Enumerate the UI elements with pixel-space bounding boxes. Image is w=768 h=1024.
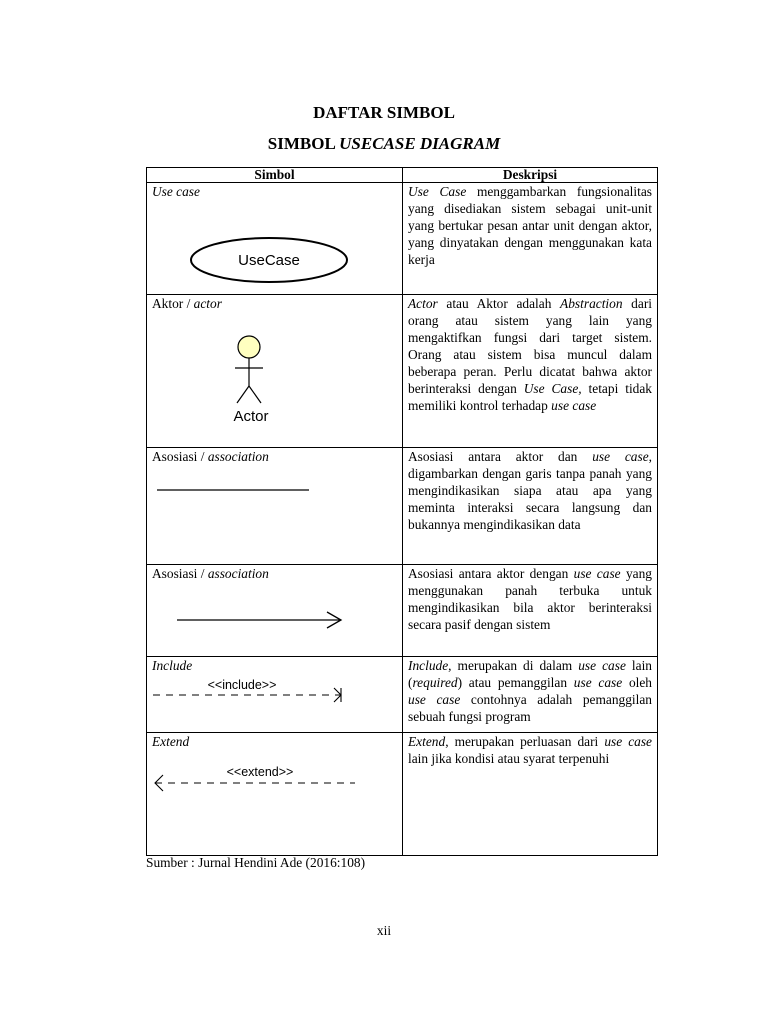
symbol-label: Extend — [152, 734, 190, 749]
symbol-cell — [147, 183, 403, 295]
description-text — [408, 658, 652, 724]
description-segment: Abstraction — [560, 296, 623, 311]
actor-stick-figure — [223, 331, 283, 427]
table-row — [147, 295, 658, 448]
extend-dashed-arrow-figure — [151, 763, 361, 795]
table-row — [147, 448, 658, 565]
header-deskripsi: Deskripsi — [403, 168, 658, 183]
page-title: DAFTAR SIMBOL — [313, 103, 455, 122]
description-segment: tetapi tidak memiliki kontrol terhadap — [408, 381, 652, 413]
description-segment: oleh — [622, 675, 652, 690]
usecase-ellipse-figure — [185, 233, 355, 287]
description-segment: use case — [573, 675, 623, 690]
description-text — [408, 734, 652, 766]
description-segment: , merupakan di dalam — [448, 658, 579, 673]
symbol-label: Aktor / actor — [152, 296, 222, 311]
symbol-label: Asosiasi / association — [152, 566, 269, 581]
description-segment: Use Case, — [523, 381, 582, 396]
description-text — [408, 296, 652, 413]
symbol-cell — [147, 733, 403, 856]
description-segment: use case — [604, 734, 652, 749]
include-dashed-arrow-figure — [151, 677, 351, 707]
description-segment: , digambarkan dengan garis tanpa panah yang mengindikasikan siapa atau apa yang meminta interaksi secara langsung dan bukannya mengindikasikan data — [408, 449, 653, 532]
description-segment: lain jika kondisi atau syarat terpenuhi — [408, 751, 610, 766]
description-segment: Use Case — [408, 184, 467, 199]
usecase-figure-text: UseCase — [238, 252, 300, 269]
description-segment: contohnya adalah pemanggilan sebuah fungsi program — [408, 692, 652, 724]
description-segment: yang menggunakan panah terbuka untuk mengindikasikan bila aktor berinteraksi secara pasif dengan sistem — [408, 566, 652, 632]
description-text — [408, 449, 652, 532]
symbol-label: Asosiasi / association — [152, 449, 269, 464]
subtitle-prefix: SIMBOL — [267, 134, 340, 153]
extend-figure-text: <<extend>> — [226, 765, 294, 779]
description-text — [408, 566, 652, 632]
description-cell — [403, 565, 658, 657]
table-row — [147, 565, 658, 657]
header-simbol: Simbol — [147, 168, 403, 183]
association-line-figure — [155, 485, 315, 495]
description-segment: use case — [592, 449, 649, 464]
table-row — [147, 657, 658, 733]
include-figure-text: <<include>> — [207, 678, 277, 692]
symbol-cell — [147, 295, 403, 448]
description-segment: Asosiasi antara aktor dan — [408, 449, 593, 464]
table-row — [147, 733, 658, 856]
page-number: xii — [376, 923, 392, 938]
description-segment: ) atau pemanggilan — [457, 675, 574, 690]
symbol-label: Use case — [152, 184, 200, 199]
table-header-row — [147, 168, 658, 183]
description-segment: , merupakan perluasan dari — [445, 734, 605, 749]
symbol-cell — [147, 565, 403, 657]
description-segment: required — [412, 675, 458, 690]
description-segment: use case — [408, 692, 461, 707]
description-segment: menggambarkan fungsionalitas yang disediakan sistem sebagai unit-unit yang bertukar pesan antar unit dengan aktor, yang dinyatakan dengan menggunakan kata kerja — [408, 184, 652, 267]
symbol-cell — [147, 448, 403, 565]
description-segment: Asosiasi antara aktor dengan — [408, 566, 574, 581]
description-segment: atau Aktor adalah — [437, 296, 561, 311]
description-cell — [403, 448, 658, 565]
symbol-cell — [147, 657, 403, 733]
description-segment: Include — [408, 658, 449, 673]
table-row — [147, 183, 658, 295]
subtitle-italic: USECASE DIAGRAM — [339, 134, 501, 153]
description-cell — [403, 733, 658, 856]
directed-association-arrow-figure — [175, 608, 355, 632]
description-segment: use case — [573, 566, 621, 581]
source-caption: Sumber : Jurnal Hendini Ade (2016:108) — [146, 855, 366, 870]
description-segment: lain ( — [408, 658, 652, 690]
description-text — [408, 184, 652, 267]
description-segment: dari orang atau sistem yang lain yang mengaktifkan fungsi dari target sistem. Orang atau sistem bisa muncul dalam beberapa peran. Perlu dicatat bahwa aktor berinteraksi dengan — [408, 296, 653, 396]
description-cell — [403, 295, 658, 448]
description-cell — [403, 183, 658, 295]
description-segment: use case — [551, 398, 597, 413]
symbol-table — [146, 167, 658, 856]
description-segment: use case — [578, 658, 626, 673]
symbol-label: Include — [152, 658, 193, 673]
description-segment: Actor — [408, 296, 438, 311]
page-subtitle — [0, 134, 768, 154]
actor-figure-text: Actor — [233, 408, 269, 425]
description-cell — [403, 657, 658, 733]
description-segment: Extend — [408, 734, 446, 749]
